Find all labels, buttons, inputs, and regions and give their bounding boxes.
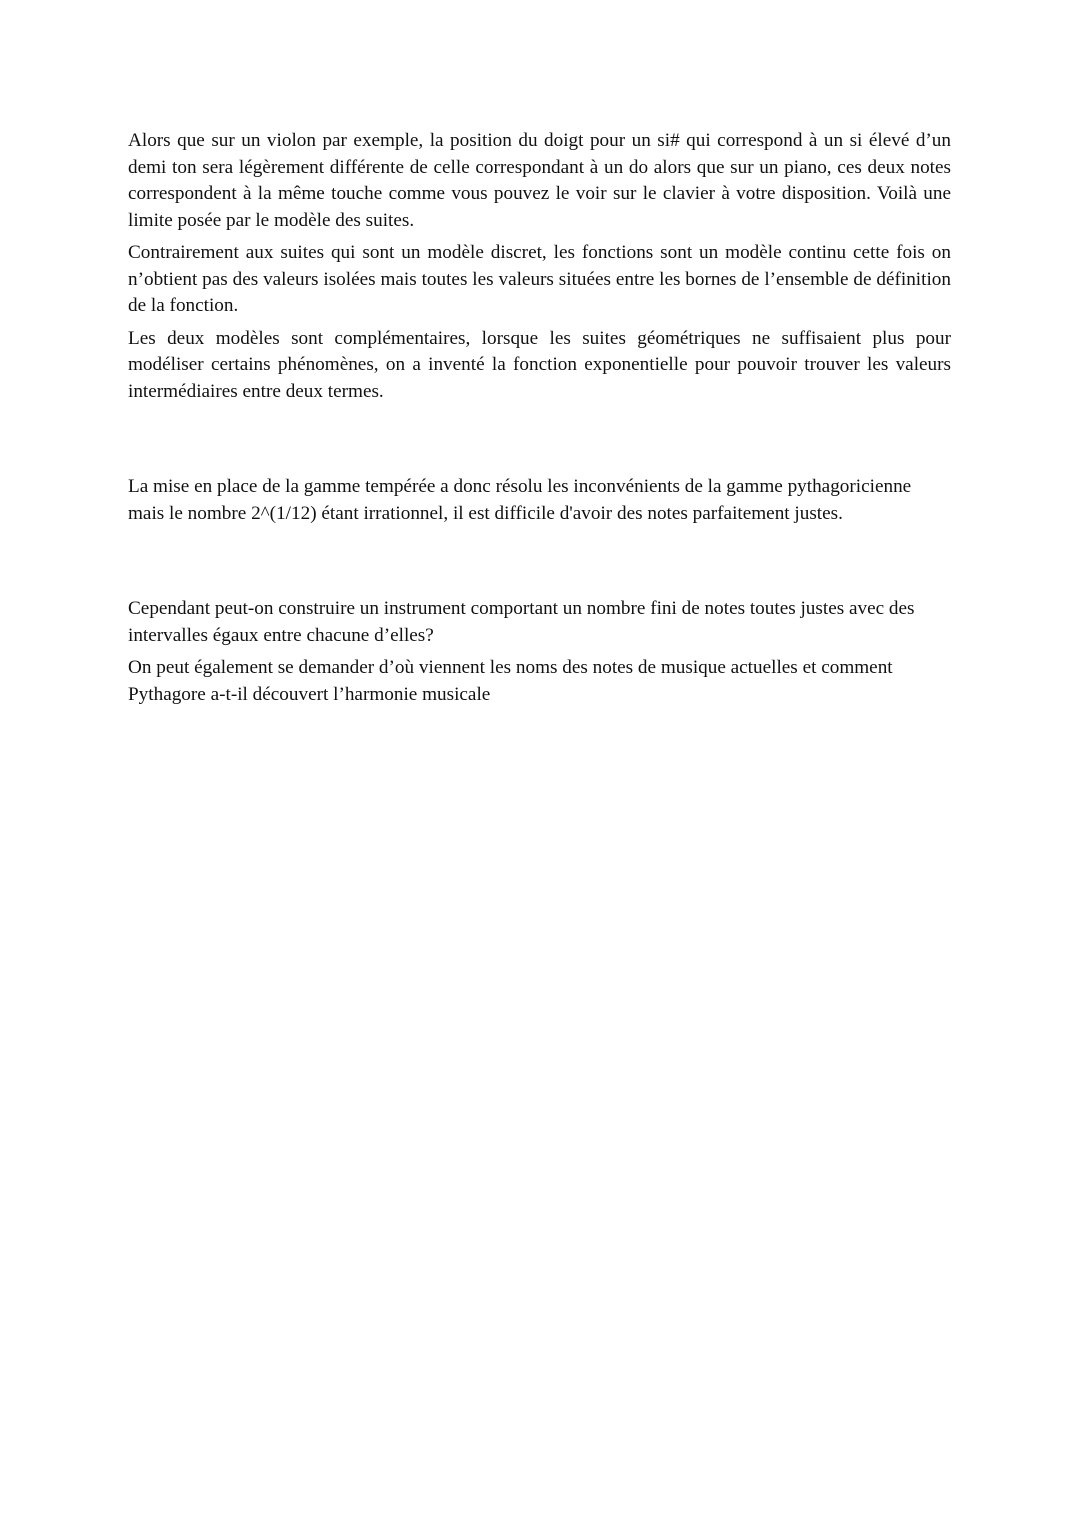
paragraph-gamme-temperee: La mise en place de la gamme tempérée a donc résolu les inconvénients de la gamme pythagoricienne mais le nombre 2^(1/12) étant irrationnel, il est difficile d'avoir des notes parfaitement justes. <box>128 476 912 524</box>
paragraph-suites-fonctions: Contrairement aux suites qui sont un modèle discret, les fonctions sont un modèle continu cette fois on n’obtient pas des valeurs isolées mais toutes les valeurs situées entre les bornes de l’ensemble de définition de la fonction. <box>128 242 951 316</box>
paragraph-violon-piano: Alors que sur un violon par exemple, la position du doigt pour un si# qui correspond à un si élevé d’un demi ton sera légèrement différente de celle correspondant à un do alors que sur un piano, ces deux notes correspondent à la même touche comme vous pouvez le voir sur le clavier à votre disposition. Voilà une limite posée par le modèle des suites. <box>128 130 951 231</box>
paragraph-question-noms-notes: On peut également se demander d’où viennent les noms des notes de musique actuelles et comment Pythagore a-t-il découvert l’harmonie musicale <box>128 657 893 705</box>
document-body <box>128 128 951 708</box>
paragraph-question-instrument: Cependant peut-on construire un instrument comportant un nombre fini de notes toutes justes avec des intervalles égaux entre chacune d’elles? <box>128 598 915 646</box>
paragraph-modeles-complementaires: Les deux modèles sont complémentaires, lorsque les suites géométriques ne suffisaient plus pour modéliser certains phénomènes, on a inventé la fonction exponentielle pour pouvoir trouver les valeurs intermédiaires entre deux termes. <box>128 327 951 402</box>
